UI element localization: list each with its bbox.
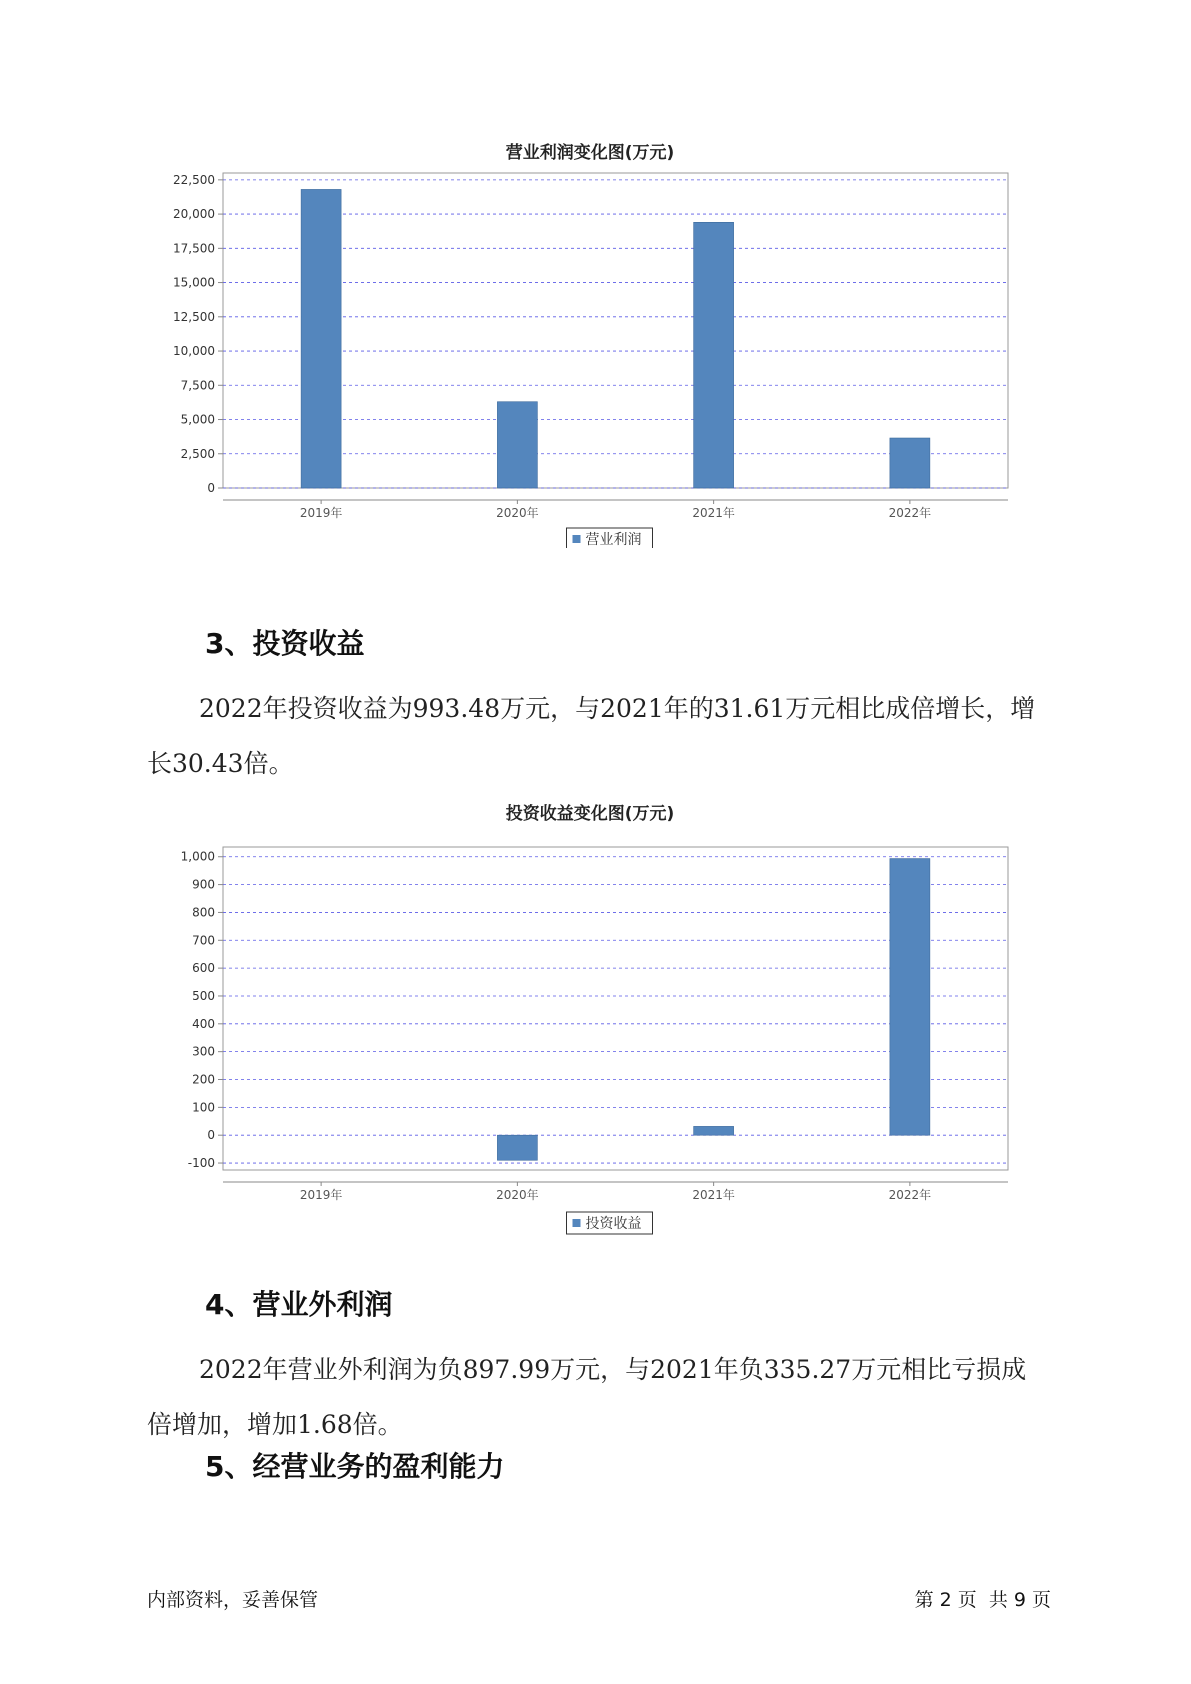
y-tick-label: 12,500 — [173, 309, 215, 324]
section-3-text — [147, 681, 1047, 791]
footer-left: 内部资料，妥善保管 — [147, 1589, 319, 1611]
y-tick-label: 300 — [192, 1044, 215, 1059]
y-tick-label: 800 — [192, 905, 215, 920]
chart-title: 营业利润变化图(万元) — [505, 143, 675, 163]
y-tick-label: 100 — [192, 1100, 215, 1115]
bar — [497, 402, 537, 488]
x-tick-label: 2021年 — [692, 1188, 735, 1202]
footer-right: 第 2 页 共 9 页 — [914, 1589, 1051, 1611]
legend-label: 投资收益 — [585, 1216, 642, 1232]
section-3-heading: 3、投资收益 — [205, 627, 365, 660]
bar — [694, 1126, 734, 1135]
x-tick-label: 2020年 — [496, 506, 539, 520]
legend-label: 营业利润 — [585, 532, 642, 548]
y-tick-label: 0 — [207, 481, 215, 495]
y-tick-label: 5,000 — [180, 412, 215, 427]
x-tick-label: 2019年 — [299, 1188, 343, 1202]
x-tick-label: 2022年 — [888, 506, 932, 520]
y-tick-label: 900 — [192, 877, 215, 892]
section-5-heading: 5、经营业务的盈利能力 — [205, 1450, 505, 1483]
y-tick-label: 600 — [192, 961, 215, 976]
legend-swatch — [573, 1219, 581, 1227]
y-tick-label: 200 — [192, 1072, 215, 1087]
x-tick-label: 2022年 — [888, 1188, 932, 1202]
y-tick-label: 22,500 — [173, 172, 215, 187]
y-tick-label: 400 — [192, 1016, 215, 1031]
operating-profit-chart — [150, 138, 1030, 548]
x-tick-label: 2020年 — [496, 1188, 539, 1202]
y-tick-label: 7,500 — [180, 378, 215, 393]
x-tick-label: 2019年 — [299, 506, 343, 520]
legend-swatch — [573, 535, 581, 543]
y-tick-label: 10,000 — [173, 344, 215, 359]
chart-svg — [150, 158, 1030, 548]
bar — [497, 1135, 537, 1160]
bar — [890, 438, 930, 488]
y-tick-label: -100 — [187, 1156, 215, 1171]
y-tick-label: 17,500 — [173, 241, 215, 256]
bar — [694, 222, 734, 488]
chart-title: 投资收益变化图(万元) — [505, 804, 675, 824]
y-tick-label: 15,000 — [173, 275, 215, 290]
y-tick-label: 500 — [192, 988, 215, 1003]
y-tick-label: 2,500 — [180, 446, 215, 461]
bar — [890, 859, 930, 1136]
section-4-text — [147, 1342, 1047, 1452]
investment-income-chart — [150, 799, 1030, 1239]
y-tick-label: 1,000 — [180, 849, 215, 864]
section-4-heading: 4、营业外利润 — [205, 1288, 393, 1321]
section-3-text-content: 2022年投资收益为993.48万元，与2021年的31.61万元相比成倍增长，增长30.43倍。 — [147, 694, 1036, 778]
chart-svg — [150, 819, 1030, 1239]
section-4-text-content: 2022年营业外利润为负897.99万元，与2021年负335.27万元相比亏损成倍增加，增加1.68倍。 — [147, 1355, 1027, 1439]
x-tick-label: 2021年 — [692, 506, 735, 520]
y-tick-label: 20,000 — [173, 207, 215, 222]
y-tick-label: 700 — [192, 933, 215, 948]
bar — [301, 189, 341, 488]
y-tick-label: 0 — [207, 1128, 215, 1143]
